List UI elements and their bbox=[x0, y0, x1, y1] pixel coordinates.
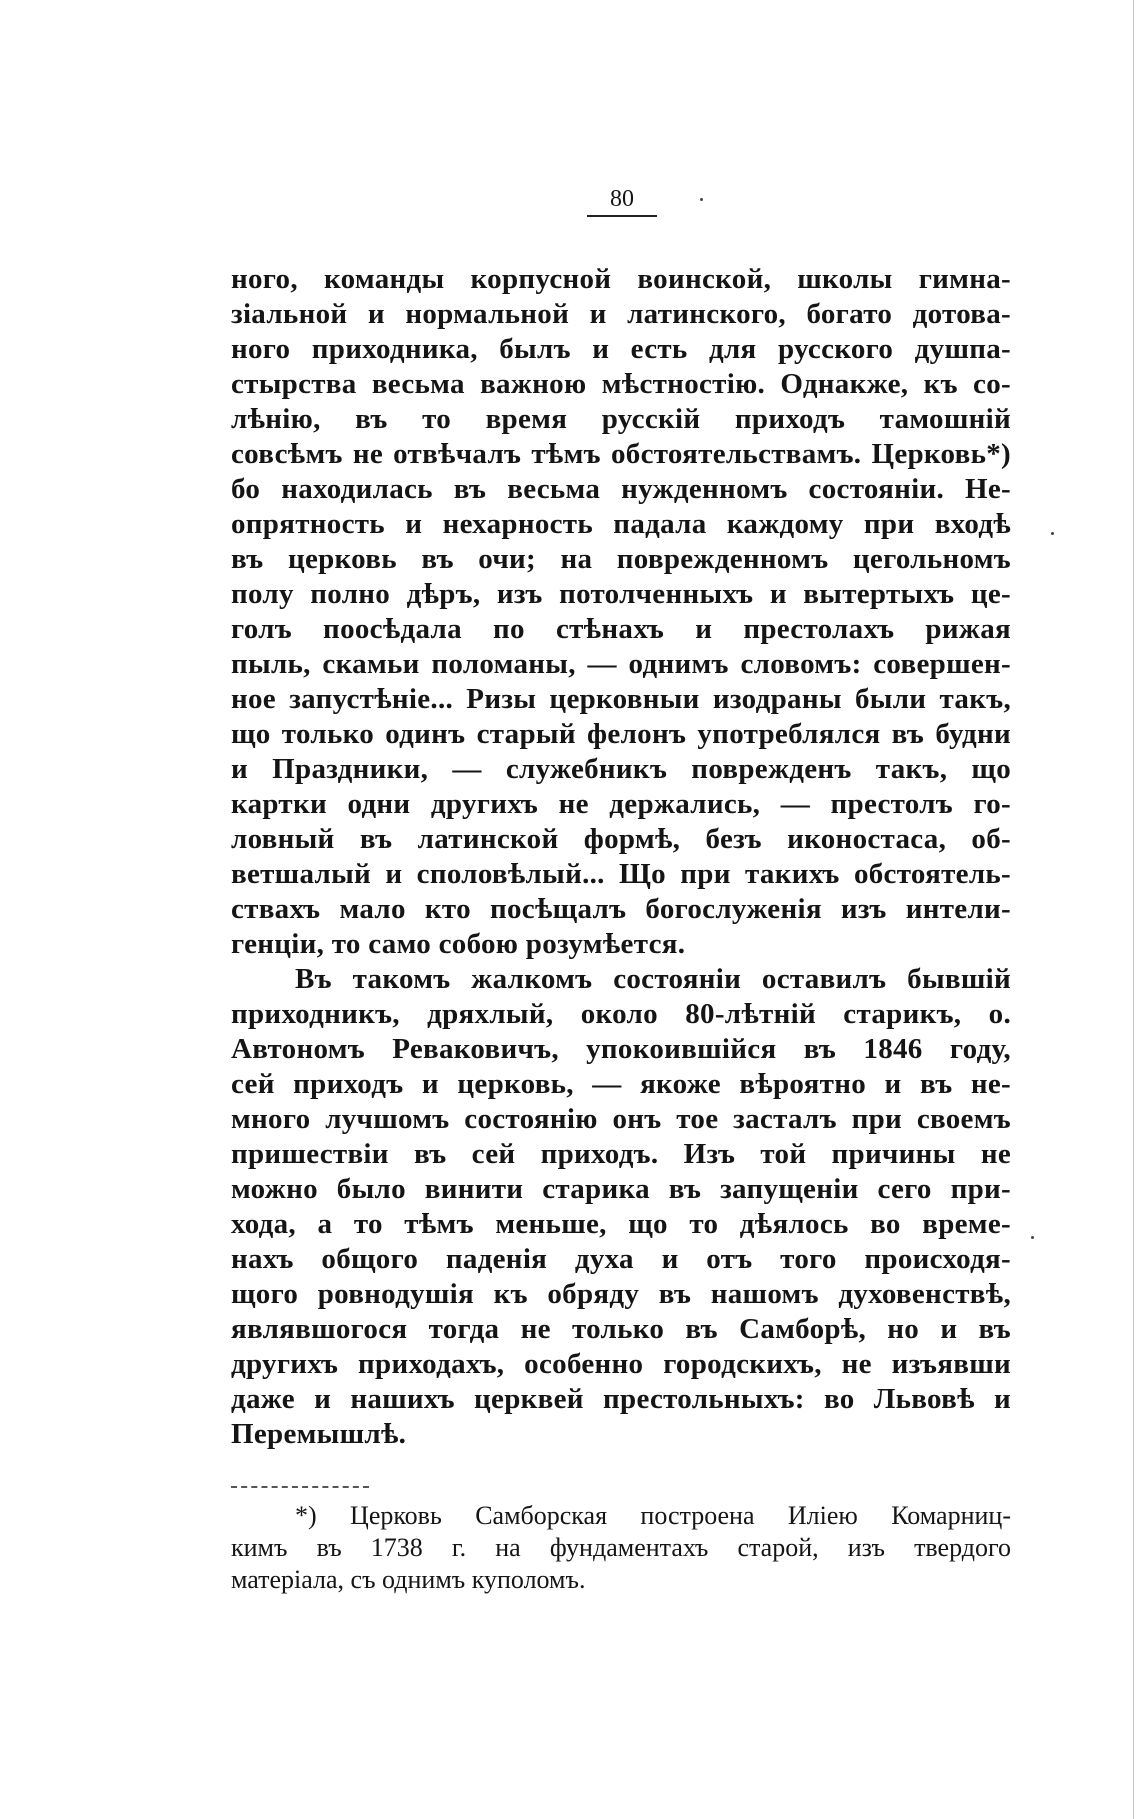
text-line: въ церковь въ очи; на поврежденномъ цегольномъ bbox=[231, 543, 1011, 575]
body-text bbox=[231, 262, 1011, 1452]
scan-speck bbox=[1031, 1236, 1034, 1239]
text-line: полу полно дѣръ, изъ потолченныхъ и вытертыхъ це- bbox=[231, 578, 1011, 610]
text-line: пыль, скамьи поломаны, — однимъ словомъ: совершен- bbox=[231, 648, 1011, 680]
text-line: що только одинъ старый фелонъ употреблялся въ будни bbox=[231, 718, 1011, 750]
text-line: можно было винити старика въ запущеніи сего при- bbox=[231, 1173, 1011, 1205]
text-line: картки одни другихъ не держались, — престолъ го- bbox=[231, 788, 1011, 820]
text-line: нахъ общого паденія духа и отъ того происходя- bbox=[231, 1243, 1011, 1275]
text-line: сей приходъ и церковь, — якоже вѣроятно и въ не- bbox=[231, 1068, 1011, 1100]
text-line: Автономъ Реваковичъ, упокоившійся въ 1846 году, bbox=[231, 1033, 1011, 1065]
text-line: ветшалый и споловѣлый... Що при такихъ обстоятель- bbox=[231, 858, 1011, 890]
text-line: щого ровнодушія къ обряду въ нашомъ духовенствѣ, bbox=[231, 1278, 1011, 1310]
text-line: лѣнію, въ то время русскій приходъ тамошній bbox=[231, 403, 1011, 435]
text-line: бо находилась въ весьма нужденномъ состояніи. Не- bbox=[231, 473, 1011, 505]
footnote-rule bbox=[231, 1486, 369, 1488]
text-line: являвшогося тогда не только въ Самборѣ, но и въ bbox=[231, 1313, 1011, 1345]
text-line: хода, а то тѣмъ меньше, що то дѣялось во времe- bbox=[231, 1208, 1011, 1240]
text-line: опрятность и нехарность падала каждому при входѣ bbox=[231, 508, 1011, 540]
footnote-line: матеріала, съ однимъ куполомъ. bbox=[231, 1565, 586, 1594]
scan-speck bbox=[1051, 532, 1054, 535]
text-line: и Праздники, — служебникъ поврежденъ такъ, що bbox=[231, 753, 1011, 785]
footnote-line: *) Церковь Самборская построена Иліею Комарниц- bbox=[295, 1501, 1011, 1530]
text-line: много лучшомъ состоянію онъ тое засталъ при своемъ bbox=[231, 1103, 1011, 1135]
text-line: совсѣмъ не отвѣчалъ тѣмъ обстоятельствамъ. Церковь*) bbox=[231, 438, 1011, 470]
text-line: голъ поосѣдала по стѣнахъ и престолахъ рижая bbox=[231, 613, 1011, 645]
page-number: 80 bbox=[610, 186, 634, 212]
page-number-rule bbox=[587, 215, 657, 217]
text-line: Перемышлѣ. bbox=[231, 1418, 407, 1450]
text-line: генціи, то само собою розумѣется. bbox=[231, 928, 686, 960]
scan-edge-line bbox=[1133, 0, 1134, 1819]
text-line: пришествіи въ сей приходъ. Изъ той причины не bbox=[231, 1138, 1011, 1170]
text-line: ное запустѣніе... Ризы церковныи изодраны были такъ, bbox=[231, 683, 1011, 715]
scan-speck bbox=[700, 198, 703, 201]
text-line: стырства весьма важною мѣстностію. Однакже, къ со- bbox=[231, 368, 1011, 400]
footnote-line: кимъ въ 1738 г. на фундаментахъ старой, изъ твердого bbox=[231, 1533, 1011, 1562]
text-line: ного, команды корпусной воинской, школы гимна- bbox=[231, 263, 1011, 295]
text-line: ствахъ мало кто посѣщалъ богослуженія изъ интели- bbox=[231, 893, 1011, 925]
text-line: ного приходника, былъ и есть для русского душпа- bbox=[231, 333, 1011, 365]
footnote bbox=[231, 1500, 1011, 1596]
text-line: Въ такомъ жалкомъ состояніи оставилъ бывшій bbox=[295, 963, 1011, 995]
text-line: приходникъ, дряхлый, около 80-лѣтній старикъ, о. bbox=[231, 998, 1011, 1030]
text-line: даже и нашихъ церквей престольныхъ: во Львовѣ и bbox=[231, 1383, 1011, 1415]
text-line: ловный въ латинской формѣ, безъ иконостаса, об- bbox=[231, 823, 1011, 855]
text-line: зіальной и нормальной и латинского, богато дотова- bbox=[231, 298, 1011, 330]
text-line: другихъ приходахъ, особенно городскихъ, не изъявши bbox=[231, 1348, 1011, 1380]
